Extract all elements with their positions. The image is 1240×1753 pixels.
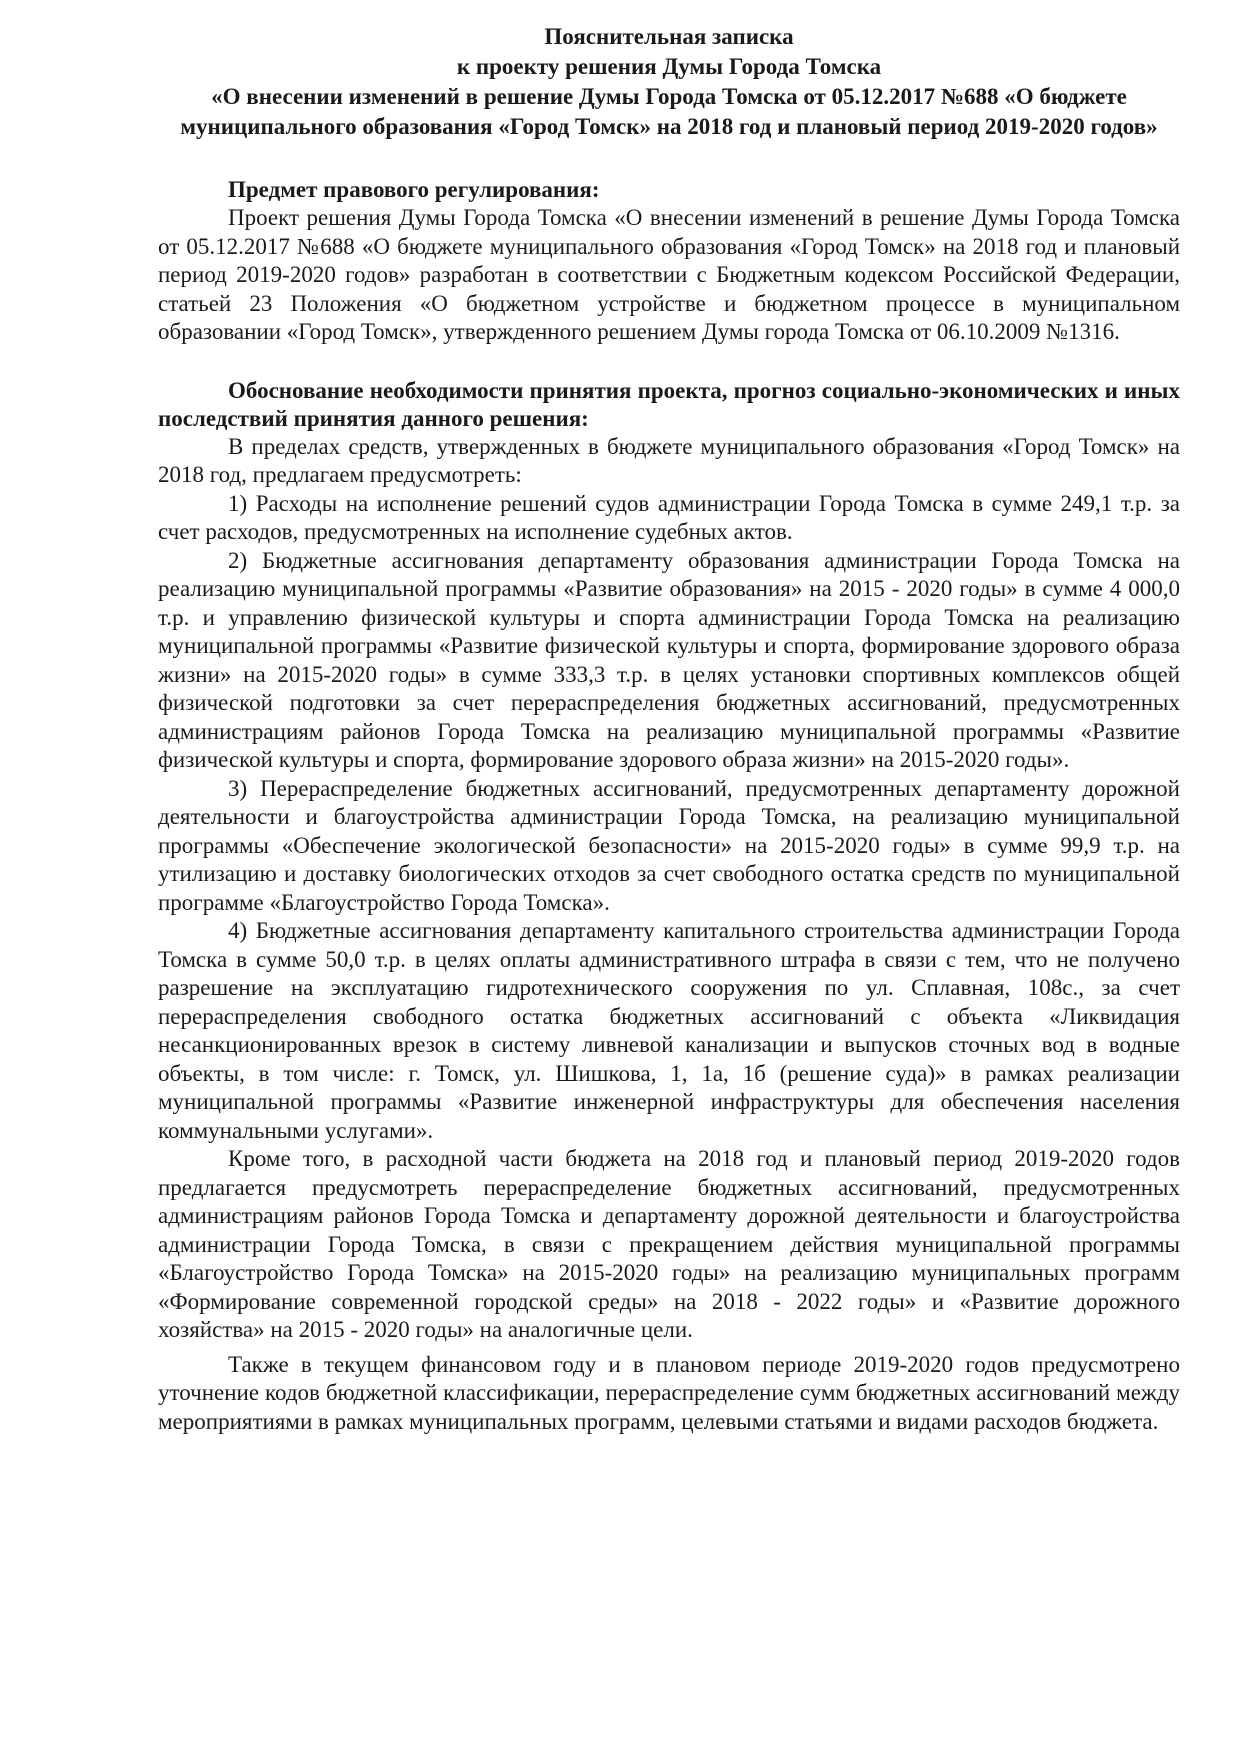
paragraph-also: Также в текущем финансовом году и в плановом периоде 2019-2020 годов предусмотрено уточнение кодов бюджетной классификации, перераспределение сумм бюджетных ассигнований между мероприятиями в рамках муниципальных программ, целевыми статьями и видами расходов бюджета.: [158, 1351, 1180, 1434]
list-item-1: 1) Расходы на исполнение решений судов администрации Города Томска в сумме 249,1 т.р. за счет расходов, предусмотренных на исполнение судебных актов.: [158, 490, 1180, 544]
paragraph-besides: Кроме того, в расходной части бюджета на 2018 год и плановый период 2019-2020 годов предлагается предусмотреть перераспределение бюджетных ассигнований, предусмотренных администрациям районов Города Томска и департаменту дорожной деятельности и благоустройства администрации Города Томска, в связи с прекращением действия муниципальной программы «Благоустройство Города Томска» на 2015-2020 годы» на реализацию муниципальных программ «Формирование современной городской среды» на 2018 - 2022 годы» и «Развитие дорожного хозяйства» на 2015 - 2020 годы» на аналогичные цели.: [158, 1146, 1180, 1342]
paragraph-subject: Проект решения Думы Города Томска «О внесении изменений в решение Думы Города Томска от 05.12.2017 №688 «О бюджете муниципального образования «Город Томск» на 2018 год и плановый период 2019-2020 годов» разработан в соответствии с Бюджетным кодексом Российской Федерации, статьей 23 Положения «О бюджетном устройстве и бюджетном процессе в муниципальном образовании «Город Томск», утвержденного решением Думы города Томска от 06.10.2009 №1316.: [158, 205, 1180, 344]
paragraph-intro: В пределах средств, утвержденных в бюджете муниципального образования «Город Томск» на 2018 год, предлагаем предусмотреть:: [158, 433, 1180, 487]
document-content: [158, 22, 1180, 1436]
section-heading-justification: Обоснование необходимости принятия проекта, прогноз социально-экономических и иных последствий принятия данного решения:: [158, 377, 1180, 431]
list-item-3: 3) Перераспределение бюджетных ассигнований, предусмотренных департаменту дорожной деятельности и благоустройства администрации Города Томска, на реализацию муниципальной программы «Обеспечение экологической безопасности» на 2015-2020 годы» в сумме 99,9 т.р. на утилизацию и доставку биологических отходов за счет свободного остатка средств по муниципальной программе «Благоустройство Города Томска».: [158, 775, 1180, 915]
document-subtitle: к проекту решения Думы Города Томска: [456, 54, 882, 79]
document-title: Пояснительная записка: [544, 24, 794, 49]
document-project-title: «О внесении изменений в решение Думы Города Томска от 05.12.2017 №688 «О бюджете муниципального образования «Город Томск» на 2018 год и плановый период 2019-2020 годов»: [180, 84, 1158, 139]
section-heading-subject: Предмет правового регулирования:: [228, 177, 600, 202]
list-item-2: 2) Бюджетные ассигнования департаменту образования администрации Города Томска на реализацию муниципальной программы «Развитие образования» на 2015 - 2020 годы» в сумме 4 000,0 т.р. и управлению физической культуры и спорта администрации Города Томска на реализацию муниципальной программы «Развитие физической культуры и спорта, формирование здорового образа жизни» на 2015-2020 годы» в сумме 333,3 т.р. в целях установки спортивных комплексов общей физической подготовки за счет перераспределения бюджетных ассигнований, предусмотренных администрациям районов Города Томска на реализацию муниципальной программы «Развитие физической культуры и спорта, формирование здорового образа жизни» на 2015-2020 годы».: [158, 547, 1180, 772]
list-item-4: 4) Бюджетные ассигнования департаменту капитального строительства администрации Города Томска в сумме 50,0 т.р. в целях оплаты административного штрафа в связи с тем, что не получено разрешение на эксплуатацию гидротехнического сооружения по ул. Сплавная, 108с., за счет перераспределения свободного остатка бюджетных ассигнований с объекта «Ликвидация несанкционированных врезок в систему ливневой канализации и выпусков сточных вод в водные объекты, в том числе: г. Томск, ул. Шишкова, 1, 1а, 1б (решение суда)» в рамках реализации муниципальной программы «Развитие инженерной инфраструктуры для обеспечения населения коммунальными услугами».: [158, 918, 1180, 1143]
